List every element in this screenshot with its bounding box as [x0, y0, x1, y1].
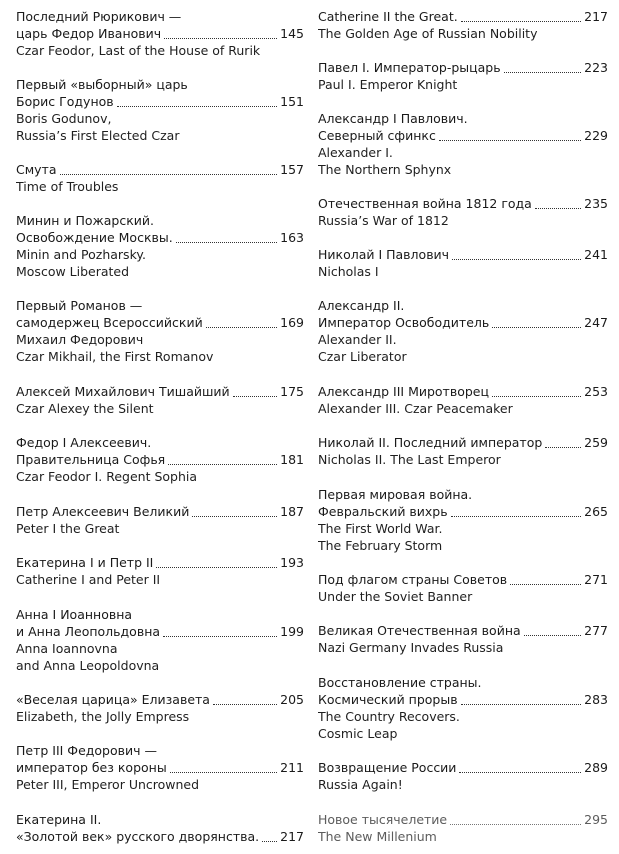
page-number: 259 — [584, 435, 608, 450]
toc-subtitle-line: Czar Feodor, Last of the House of Rurik — [16, 43, 261, 58]
toc-heading-line: Александр I Павлович. — [318, 111, 468, 126]
toc-heading-line: Федор I Алексеевич. — [16, 435, 152, 450]
toc-entry — [318, 571, 608, 605]
page-number: 199 — [280, 624, 304, 639]
toc-heading-line-with-page — [318, 8, 608, 25]
toc-subtitle-line: Paul I. Emperor Knight — [318, 77, 458, 92]
toc-subtitle-line: and Anna Leopoldovna — [16, 658, 160, 673]
toc-heading-text: Екатерина I и Петр II — [16, 555, 154, 570]
toc-subtitle-line: The Northern Sphynx — [318, 162, 452, 177]
toc-heading-text: царь Федор Иванович — [16, 26, 162, 41]
toc-entry — [16, 742, 304, 793]
dot-leader — [492, 395, 581, 397]
toc-subtitle-line: Nazi Germany Invades Russia — [318, 640, 504, 655]
toc-entry — [318, 622, 608, 656]
toc-subtitle-line: Михаил Федорович — [16, 332, 144, 347]
toc-entry — [318, 59, 608, 93]
toc-heading-line-with-page — [318, 571, 608, 588]
toc-heading-line-with-page — [318, 246, 608, 263]
toc-heading-text: и Анна Леопольдовна — [16, 624, 161, 639]
dot-leader — [233, 395, 277, 397]
toc-entry — [16, 383, 304, 417]
toc-heading-text: Космический прорыв — [318, 692, 458, 707]
toc-entry — [16, 606, 304, 674]
dot-leader — [163, 635, 277, 637]
toc-heading-text: Борис Годунов — [16, 94, 114, 109]
toc-subtitle-line: The First World War. — [318, 521, 443, 536]
page-number: 277 — [584, 623, 608, 638]
dot-leader — [192, 515, 277, 517]
toc-heading-line: Минин и Пожарский. — [16, 213, 154, 228]
page-number: 229 — [584, 128, 608, 143]
toc-subtitle-line: The Golden Age of Russian Nobility — [318, 26, 538, 41]
toc-heading-line-with-page — [318, 503, 608, 520]
toc-heading-line: Александр II. — [318, 298, 405, 313]
dot-leader — [524, 634, 581, 636]
toc-entry — [318, 434, 608, 468]
toc-entry — [16, 8, 304, 59]
toc-entry — [16, 212, 304, 280]
toc-heading-line-with-page — [16, 623, 304, 640]
toc-entry — [16, 297, 304, 365]
toc-entry — [16, 434, 304, 485]
toc-entry — [318, 246, 608, 280]
dot-leader — [461, 20, 581, 22]
toc-subtitle-line: The Country Recovers. — [318, 709, 460, 724]
toc-entry — [318, 8, 608, 42]
toc-subtitle-line: Peter III, Emperor Uncrowned — [16, 777, 200, 792]
toc-heading-line: Первая мировая война. — [318, 487, 473, 502]
toc-subtitle-line: Czar Feodor I. Regent Sophia — [16, 469, 198, 484]
toc-subtitle-line: Peter I the Great — [16, 521, 120, 536]
toc-subtitle-line: Elizabeth, the Jolly Empress — [16, 709, 190, 724]
toc-heading-line-with-page — [318, 383, 608, 400]
toc-heading-text: Император Освободитель — [318, 315, 490, 330]
toc-heading-line: Восстановление страны. — [318, 675, 482, 690]
toc-entry — [16, 554, 304, 588]
toc-heading-text: Павел I. Император-рыцарь — [318, 60, 501, 75]
toc-entry — [318, 297, 608, 365]
toc-heading-line-with-page — [318, 127, 608, 144]
toc-subtitle-line: The February Storm — [318, 538, 443, 553]
page-number: 145 — [280, 26, 304, 41]
toc-heading-line: Последний Рюрикович — — [16, 9, 182, 24]
toc-subtitle-line: Under the Soviet Banner — [318, 589, 473, 604]
toc-heading-line-with-page — [16, 161, 304, 178]
toc-subtitle-line: Cosmic Leap — [318, 726, 398, 741]
dot-leader — [262, 840, 277, 842]
dot-leader — [452, 258, 581, 260]
toc-heading-line: Первый «выборный» царь — [16, 77, 188, 92]
page-number: 187 — [280, 504, 304, 519]
toc-entry — [318, 811, 608, 845]
toc-subtitle-line: Time of Troubles — [16, 179, 119, 194]
page-number: 283 — [584, 692, 608, 707]
toc-entry — [16, 503, 304, 537]
toc-heading-line-with-page — [16, 554, 304, 571]
toc-heading-text: Отечественная война 1812 года — [318, 196, 532, 211]
toc-heading-line: Первый Романов — — [16, 298, 143, 313]
toc-heading-text: самодержец Всероссийский — [16, 315, 203, 330]
page-number: 181 — [280, 452, 304, 467]
toc-entry — [318, 195, 608, 229]
toc-heading-text: Новое тысячелетие — [318, 812, 448, 827]
toc-subtitle-line: Alexander III. Czar Peacemaker — [318, 401, 513, 416]
toc-heading-text: Северный сфинкс — [318, 128, 436, 143]
toc-heading-text: Освобождение Москвы. — [16, 230, 173, 245]
toc-heading-text: Под флагом страны Советов — [318, 572, 508, 587]
toc-heading-line-with-page — [318, 691, 608, 708]
page-number: 217 — [584, 9, 608, 24]
dot-leader — [459, 771, 581, 773]
dot-leader — [535, 207, 581, 209]
dot-leader — [60, 173, 278, 175]
toc-entry — [16, 691, 304, 725]
toc-subtitle-line: Nicholas II. The Last Emperor — [318, 452, 501, 467]
toc-heading-line-with-page — [318, 759, 608, 776]
toc-subtitle-line: Boris Godunov, — [16, 111, 112, 126]
toc-heading-line-with-page — [16, 691, 304, 708]
toc-heading-line-with-page — [16, 451, 304, 468]
toc-heading-text: Алексей Михайлович Тишайший — [16, 384, 230, 399]
toc-subtitle-line: Russia’s First Elected Czar — [16, 128, 180, 143]
toc-heading-text: Смута — [16, 162, 57, 177]
dot-leader — [492, 326, 581, 328]
toc-heading-text: Николай II. Последний император — [318, 435, 543, 450]
toc-heading-line-with-page — [318, 622, 608, 639]
toc-subtitle-line: The New Millenium — [318, 829, 437, 844]
page-number: 223 — [584, 60, 608, 75]
toc-heading-text: Петр Алексеевич Великий — [16, 504, 190, 519]
toc-heading-line-with-page — [16, 503, 304, 520]
toc-heading-line-with-page — [16, 25, 304, 42]
toc-heading-line-with-page — [318, 195, 608, 212]
toc-subtitle-line: Czar Alexey the Silent — [16, 401, 154, 416]
page-number: 247 — [584, 315, 608, 330]
page-number: 169 — [280, 315, 304, 330]
dot-leader — [168, 463, 277, 465]
toc-heading-text: Александр III Миротворец — [318, 384, 489, 399]
page-number: 289 — [584, 760, 608, 775]
page-number: 235 — [584, 196, 608, 211]
toc-subtitle-line: Moscow Liberated — [16, 264, 130, 279]
toc-heading-text: Февральский вихрь — [318, 504, 448, 519]
page-number: 163 — [280, 230, 304, 245]
dot-leader — [510, 583, 581, 585]
toc-subtitle-line: Alexander II. — [318, 332, 397, 347]
dot-leader — [164, 37, 277, 39]
toc-heading-line-with-page — [318, 314, 608, 331]
dot-leader — [213, 703, 277, 705]
dot-leader — [504, 71, 582, 73]
toc-heading-line: Анна I Иоанновна — [16, 607, 133, 622]
dot-leader — [545, 446, 581, 448]
toc-heading-line-with-page — [16, 314, 304, 331]
toc-heading-line-with-page — [318, 811, 608, 828]
toc-entry — [16, 76, 304, 144]
toc-entry — [318, 674, 608, 742]
dot-leader — [176, 241, 277, 243]
toc-subtitle-line: Czar Mikhail, the First Romanov — [16, 349, 214, 364]
toc-entry — [16, 161, 304, 195]
toc-heading-text: «Золотой век» русского дворянства. — [16, 829, 260, 844]
toc-subtitle-line: Catherine I and Peter II — [16, 572, 161, 587]
toc-subtitle-line: Russia’s War of 1812 — [318, 213, 449, 228]
toc-heading-text: Николай I Павлович — [318, 247, 450, 262]
page-number: 211 — [280, 760, 304, 775]
toc-heading-line-with-page — [318, 434, 608, 451]
toc-heading-text: Возвращение России — [318, 760, 457, 775]
toc-heading-line-with-page — [16, 383, 304, 400]
page-number: 151 — [280, 94, 304, 109]
dot-leader — [439, 139, 581, 141]
dot-leader — [156, 566, 277, 568]
toc-heading-line-with-page — [16, 93, 304, 110]
toc-heading-text: Великая Отечественная война — [318, 623, 521, 638]
toc-subtitle-line: Minin and Pozharsky. — [16, 247, 146, 262]
dot-leader — [117, 105, 278, 107]
toc-subtitle-line: Czar Liberator — [318, 349, 407, 364]
dot-leader — [450, 823, 581, 825]
toc-heading-line-with-page — [16, 828, 304, 845]
toc-heading-text: «Веселая царица» Елизавета — [16, 692, 210, 707]
toc-subtitle-line: Russia Again! — [318, 777, 403, 792]
toc-heading-text: Catherine II the Great. — [318, 9, 458, 24]
dot-leader — [170, 771, 277, 773]
page-number: 205 — [280, 692, 304, 707]
toc-entry — [318, 383, 608, 417]
toc-heading-line-with-page — [318, 59, 608, 76]
toc-entry — [318, 759, 608, 793]
page-number: 193 — [280, 555, 304, 570]
page-number: 271 — [584, 572, 608, 587]
toc-subtitle-line: Alexander I. — [318, 145, 393, 160]
dot-leader — [451, 515, 582, 517]
page-number: 241 — [584, 247, 608, 262]
dot-leader — [206, 326, 277, 328]
toc-subtitle-line: Anna Ioannovna — [16, 641, 118, 656]
page-number: 217 — [280, 829, 304, 844]
toc-entry — [16, 811, 304, 845]
toc-entry — [318, 110, 608, 178]
dot-leader — [461, 703, 582, 705]
page-number: 175 — [280, 384, 304, 399]
toc-subtitle-line: Nicholas I — [318, 264, 379, 279]
toc-entry — [318, 486, 608, 554]
toc-heading-text: император без короны — [16, 760, 167, 775]
toc-heading-text: Правительница Софья — [16, 452, 166, 467]
toc-heading-line: Екатерина II. — [16, 812, 102, 827]
page-number: 295 — [584, 812, 608, 827]
toc-heading-line-with-page — [16, 229, 304, 246]
page-number: 157 — [280, 162, 304, 177]
toc-heading-line: Петр III Федорович — — [16, 743, 157, 758]
page-number: 265 — [584, 504, 608, 519]
toc-heading-line-with-page — [16, 759, 304, 776]
page-number: 253 — [584, 384, 608, 399]
